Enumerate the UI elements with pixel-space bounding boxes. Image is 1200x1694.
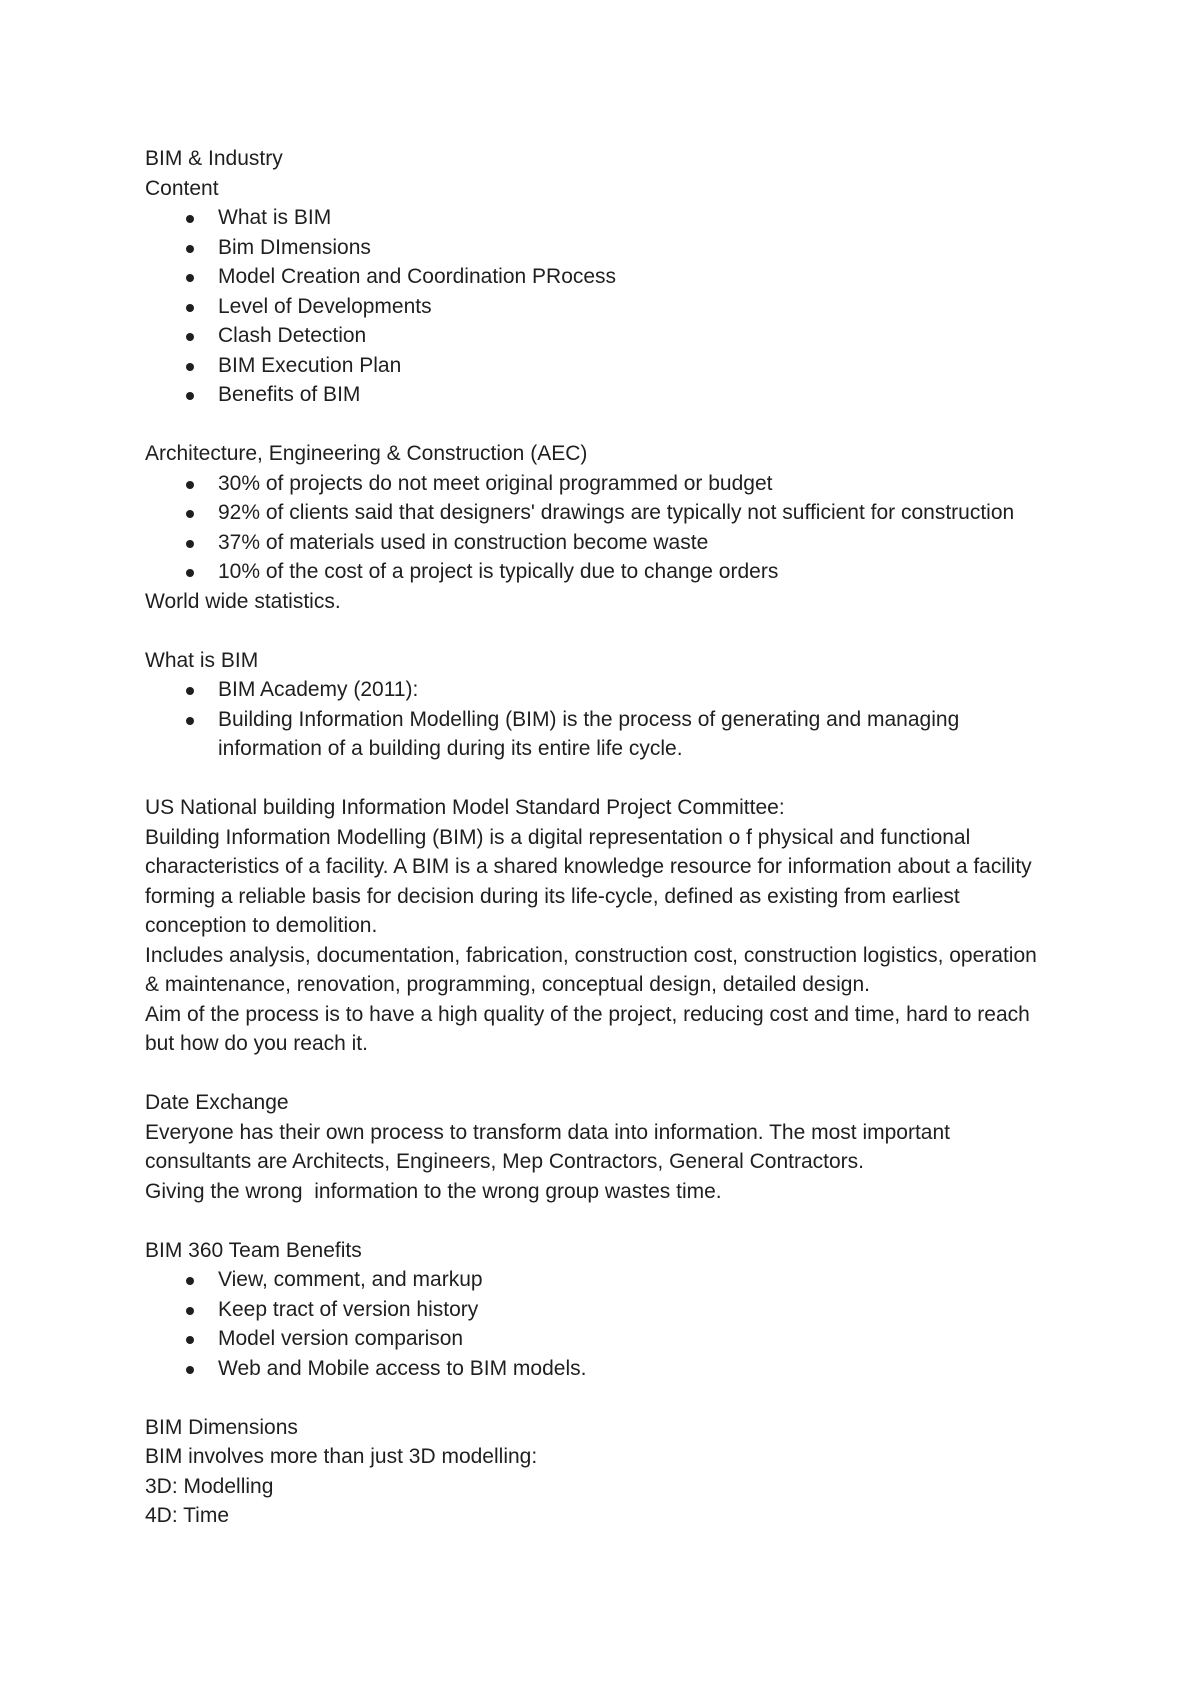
spacer <box>145 1059 1045 1089</box>
bim360-list <box>145 1265 1045 1383</box>
content-label: Content <box>145 176 219 200</box>
bullet-icon <box>186 540 194 548</box>
document-title: BIM & Industry <box>145 147 283 170</box>
bullet-icon <box>186 717 194 725</box>
aec-list <box>145 469 1045 587</box>
spacer <box>145 616 1045 646</box>
bullet-icon <box>186 1336 194 1344</box>
list-item: 37% of materials used in construction become waste <box>145 528 1045 558</box>
list-item: What is BIM <box>145 203 1045 233</box>
list-item: Clash Detection <box>145 321 1045 351</box>
paragraph: Everyone has their own process to transform data into information. The most important consultants are Architects, Engineers, Mep Contractors, General Contractors. <box>145 1120 956 1173</box>
list-item: Bim DImensions <box>145 233 1045 263</box>
data-exchange-heading: Date Exchange <box>145 1091 289 1114</box>
spacer <box>145 410 1045 440</box>
paragraph: Building Information Modelling (BIM) is a digital representation o f physical and functional characteristics of a facility. A BIM is a shared knowledge resource for information about a facility forming a reliable basis for decision during its life-cycle, defined as existing from earliest conception to demolition. <box>145 825 1038 937</box>
document-body <box>145 144 1045 1531</box>
bullet-icon <box>186 363 194 371</box>
paragraph: Aim of the process is to have a high quality of the project, reducing cost and time, hard to reach but how do you reach it. <box>145 1002 1036 1055</box>
list-item: 30% of projects do not meet original programmed or budget <box>145 469 1045 499</box>
paragraph: Giving the wrong information to the wrong group wastes time. <box>145 1179 722 1203</box>
dimensions-line: BIM involves more than just 3D modelling: <box>145 1445 538 1468</box>
bullet-icon <box>186 510 194 518</box>
list-item: Level of Developments <box>145 292 1045 322</box>
bullet-icon <box>186 333 194 341</box>
contents-list <box>145 203 1045 410</box>
list-item: BIM Academy (2011): <box>145 675 1045 705</box>
list-item: Web and Mobile access to BIM models. <box>145 1354 1045 1384</box>
bullet-icon <box>186 304 194 312</box>
bullet-icon <box>186 481 194 489</box>
dimensions-line: 4D: Time <box>145 1504 230 1527</box>
list-item: View, comment, and markup <box>145 1265 1045 1295</box>
list-item: BIM Execution Plan <box>145 351 1045 381</box>
paragraph: Includes analysis, documentation, fabrication, construction cost, construction logistics, operation & maintenance, renovation, programming, conceptual design, detailed design. <box>145 943 1043 996</box>
list-item: Benefits of BIM <box>145 380 1045 410</box>
list-item: 10% of the cost of a project is typically due to change orders <box>145 557 1045 587</box>
list-item: Model Creation and Coordination PRocess <box>145 262 1045 292</box>
bullet-icon <box>186 1277 194 1285</box>
bullet-icon <box>186 392 194 400</box>
aec-note: World wide statistics. <box>145 589 341 613</box>
bullet-icon <box>186 1307 194 1315</box>
list-item: Building Information Modelling (BIM) is the process of generating and managing information of a building during its entire life cycle. <box>145 705 1045 764</box>
bullet-icon <box>186 569 194 577</box>
bullet-icon <box>186 245 194 253</box>
bullet-icon <box>186 687 194 695</box>
bullet-icon <box>186 1366 194 1374</box>
spacer <box>145 1383 1045 1413</box>
list-item: 92% of clients said that designers' drawings are typically not sufficient for construction <box>145 498 1045 528</box>
spacer <box>145 764 1045 794</box>
us-standard-heading: US National building Information Model Standard Project Committee: <box>145 796 785 819</box>
list-item: Model version comparison <box>145 1324 1045 1354</box>
bim360-heading: BIM 360 Team Benefits <box>145 1238 362 1262</box>
what-is-bim-list <box>145 675 1045 764</box>
bullet-icon <box>186 215 194 223</box>
what-is-bim-heading: What is BIM <box>145 648 259 672</box>
list-item: Keep tract of version history <box>145 1295 1045 1325</box>
dimensions-heading: BIM Dimensions <box>145 1415 298 1439</box>
bullet-icon <box>186 274 194 282</box>
spacer <box>145 1206 1045 1236</box>
aec-heading: Architecture, Engineering & Construction (AEC) <box>145 442 588 465</box>
dimensions-line: 3D: Modelling <box>145 1474 274 1498</box>
